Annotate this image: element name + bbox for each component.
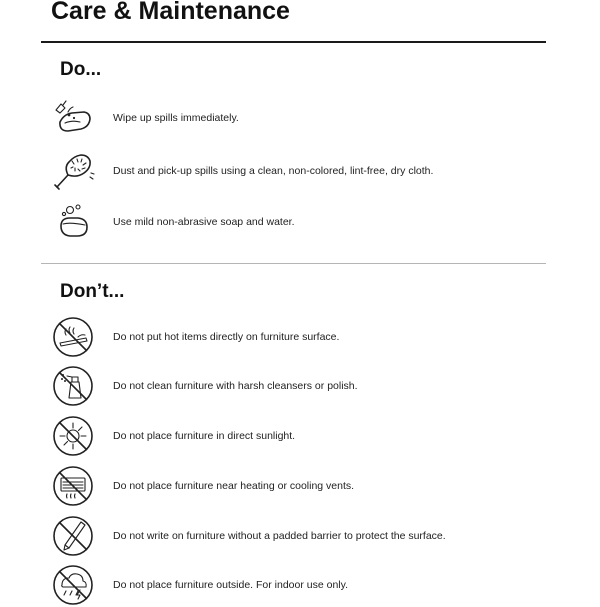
dont-item-text: Do not write on furniture without a padded barrier to protect the surface.	[113, 530, 446, 542]
soap-icon	[50, 200, 96, 244]
dont-item-text: Do not place furniture near heating or cooling vents.	[113, 480, 355, 492]
do-item-text: Wipe up spills immediately.	[113, 112, 239, 124]
no-vents-icon	[50, 464, 96, 508]
page-title: Care & Maintenance	[51, 0, 290, 25]
dont-item-text: Do not place furniture outside. For indoor use only.	[113, 579, 349, 591]
do-item-text: Dust and pick-up spills using a clean, non-colored, lint-free, dry cloth.	[113, 165, 434, 177]
dont-item-harsh-cleansers	[50, 364, 550, 408]
dont-item-sunlight	[50, 414, 550, 458]
do-item-text: Use mild non-abrasive soap and water.	[113, 216, 295, 228]
dont-item-writing	[50, 514, 550, 558]
dont-item-text: Do not clean furniture with harsh cleansers or polish.	[113, 380, 358, 392]
do-item-soap	[50, 200, 550, 244]
dont-item-hot-items	[50, 315, 550, 359]
no-writing-icon	[50, 514, 96, 558]
no-harsh-cleanser-icon	[50, 364, 96, 408]
wipe-spill-icon	[50, 96, 96, 140]
dont-item-outdoor	[50, 563, 550, 607]
do-heading: Do...	[60, 59, 102, 80]
duster-icon	[50, 149, 96, 193]
no-hot-items-icon	[50, 315, 96, 359]
section-divider	[41, 263, 546, 264]
dont-item-text: Do not put hot items directly on furniture surface.	[113, 331, 340, 343]
dont-item-vents	[50, 464, 550, 508]
dont-heading: Don’t...	[60, 281, 125, 302]
dont-item-text: Do not place furniture in direct sunlight.	[113, 430, 296, 442]
no-sunlight-icon	[50, 414, 96, 458]
do-item-wipe-spills	[50, 96, 550, 140]
title-divider	[41, 41, 546, 43]
do-item-dusting	[50, 149, 550, 193]
no-outdoor-icon	[50, 563, 96, 607]
